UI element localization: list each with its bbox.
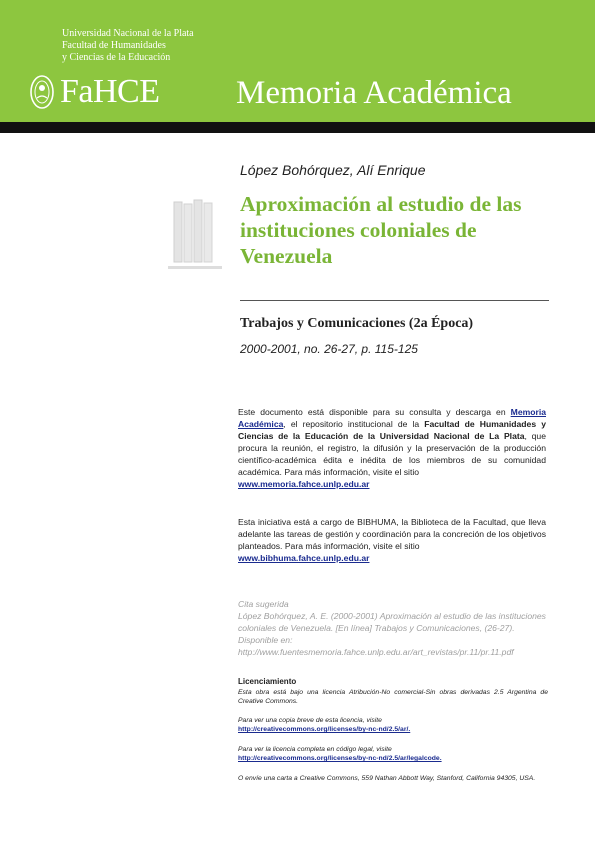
header-banner [0, 0, 595, 122]
memoria-url-link[interactable]: www.memoria.fahce.unlp.edu.ar [238, 479, 370, 489]
fahce-logo: FaHCE [60, 73, 160, 110]
faculty-line: Facultad de Humanidades [62, 40, 166, 51]
license-short-link[interactable]: http://creativecommons.org/licenses/by-nc-nd/2.5/ar/. [238, 726, 411, 733]
p2-text: Esta iniciativa está a cargo de BIBHUMA, la Biblioteca de la Facultad, que lleva adelante las tareas de gestión y coordinación para la concreción de los objetivos planteados. Para más información, visite el sitio [238, 517, 546, 551]
document-author: López Bohórquez, Alí Enrique [240, 162, 426, 178]
citation-label: Cita sugerida [238, 599, 289, 609]
license-full-link[interactable]: http://creativecommons.org/licenses/by-nc-nd/2.5/ar/legalcode. [238, 755, 442, 762]
suggested-citation [238, 598, 548, 658]
license-heading: Licenciamiento [238, 677, 297, 686]
faculty-line-2: y Ciencias de la Educación [62, 52, 171, 63]
books-logo-icon [168, 198, 222, 278]
license-full-text: Para ver la licencia completa en código legal, visite [238, 746, 392, 753]
license-full-block [238, 745, 548, 763]
availability-paragraph [238, 406, 546, 490]
title-divider [240, 300, 549, 301]
bibhuma-url-link[interactable]: www.bibhuma.fahce.unlp.edu.ar [238, 553, 370, 563]
memoria-academica-link[interactable]: Memoria Académica [238, 407, 546, 429]
p1-text-b: , el repositorio institucional de la [283, 419, 425, 429]
university-line: Universidad Nacional de la Plata [62, 28, 194, 39]
document-title: Aproximación al estudio de las instituciones coloniales de Venezuela [240, 192, 522, 268]
license-short-text: Para ver una copia breve de esta licencia, visite [238, 717, 382, 724]
university-name [62, 28, 194, 64]
citation-text: López Bohórquez, A. E. (2000-2001) Aproximación al estudio de las instituciones coloniales de Venezuela. [En línea] Trabajos y Comunicaciones, (26-27). Disponible en: http://www.fuentesmemoria.fahce.unlp.edu.ar/art_revistas/pr.11/pr.11.pdf [238, 611, 546, 657]
faculty-name: Facultad de Humanidades y Ciencias de la Educación de la Universidad Nacional de La Plata [238, 419, 546, 441]
repository-name: Memoria Académica [236, 75, 512, 111]
university-seal-icon [29, 74, 55, 110]
journal-name: Trabajos y Comunicaciones (2a Época) [240, 316, 474, 331]
p1-text-a: Este documento está disponible para su consulta y descarga en [238, 407, 511, 417]
bibhuma-paragraph [238, 516, 546, 564]
license-address: O envíe una carta a Creative Commons, 559 Nathan Abbott Way, Stanford, California 94305, USA. [238, 775, 536, 782]
issue-info: 2000-2001, no. 26-27, p. 115-125 [240, 342, 418, 356]
license-text: Esta obra está bajo una licencia Atribución-No comercial-Sin obras derivadas 2.5 Argentina de Creative Commons. [238, 689, 548, 705]
p1-text-c: , que procura la reunión, el registro, la difusión y la preservación de la producción científico-académica édita e inédita de los miembros de su comunidad académica. Para más información, visite el sitio [238, 431, 546, 477]
header-divider [0, 122, 595, 133]
license-short-block [238, 716, 548, 734]
